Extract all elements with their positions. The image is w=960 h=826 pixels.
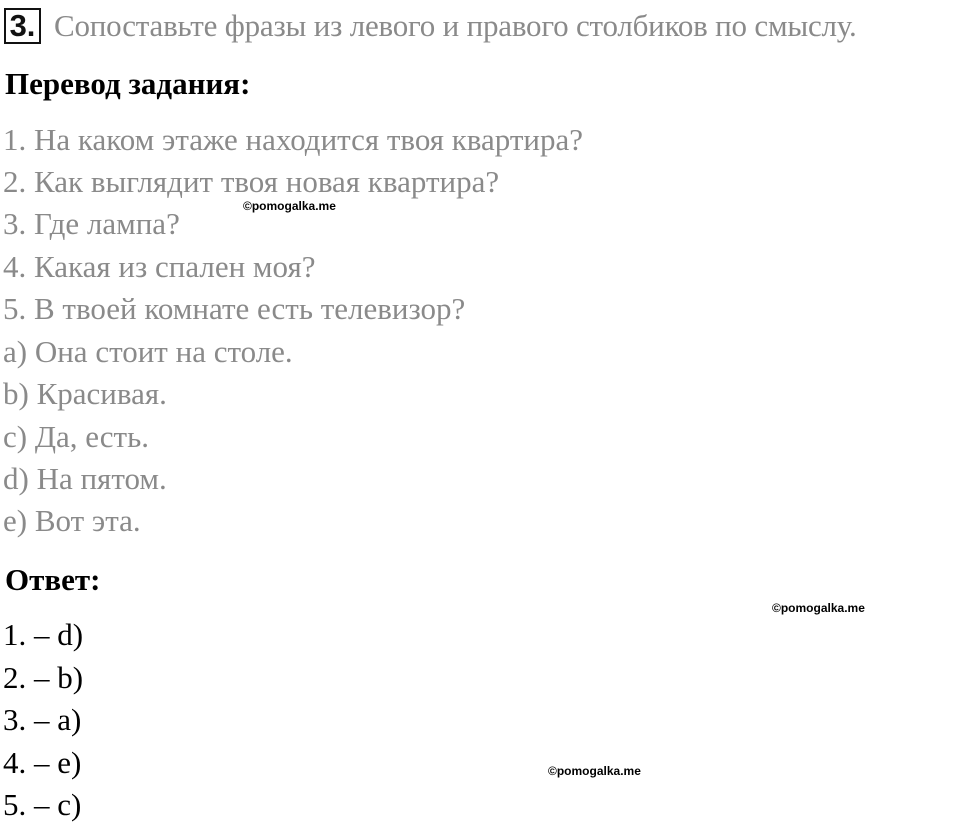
question-4: 4. Какая из спален моя? (3, 249, 316, 284)
match-4: 4. – e) (3, 745, 82, 780)
question-2: 2. Как выглядит твоя новая квартира? (3, 164, 500, 199)
question-1: 1. На каком этаже находится твоя квартира? (3, 122, 584, 157)
watermark: ©pomogalka.me (243, 199, 336, 213)
question-3: 3. Где лампа? (3, 206, 180, 241)
task-instruction: Сопоставьте фразы из левого и правого столбиков по смыслу. (54, 8, 857, 43)
task-line (4, 4, 857, 48)
translation-heading: Перевод задания: (5, 66, 251, 101)
watermark: ©pomogalka.me (548, 764, 641, 778)
answer-option-e: e) Вот эта. (3, 503, 141, 538)
task-number-box: 3. (4, 8, 41, 44)
answer-option-d: d) На пятом. (3, 461, 167, 496)
match-5: 5. – c) (3, 787, 82, 822)
answer-heading: Ответ: (5, 562, 101, 597)
answer-option-a: a) Она стоит на столе. (3, 334, 293, 369)
answer-option-c: c) Да, есть. (3, 419, 149, 454)
question-5: 5. В твоей комнате есть телевизор? (3, 291, 466, 326)
match-1: 1. – d) (3, 617, 84, 652)
watermark: ©pomogalka.me (772, 601, 865, 615)
answer-option-b: b) Красивая. (3, 376, 167, 411)
match-3: 3. – a) (3, 702, 82, 737)
match-2: 2. – b) (3, 660, 84, 695)
